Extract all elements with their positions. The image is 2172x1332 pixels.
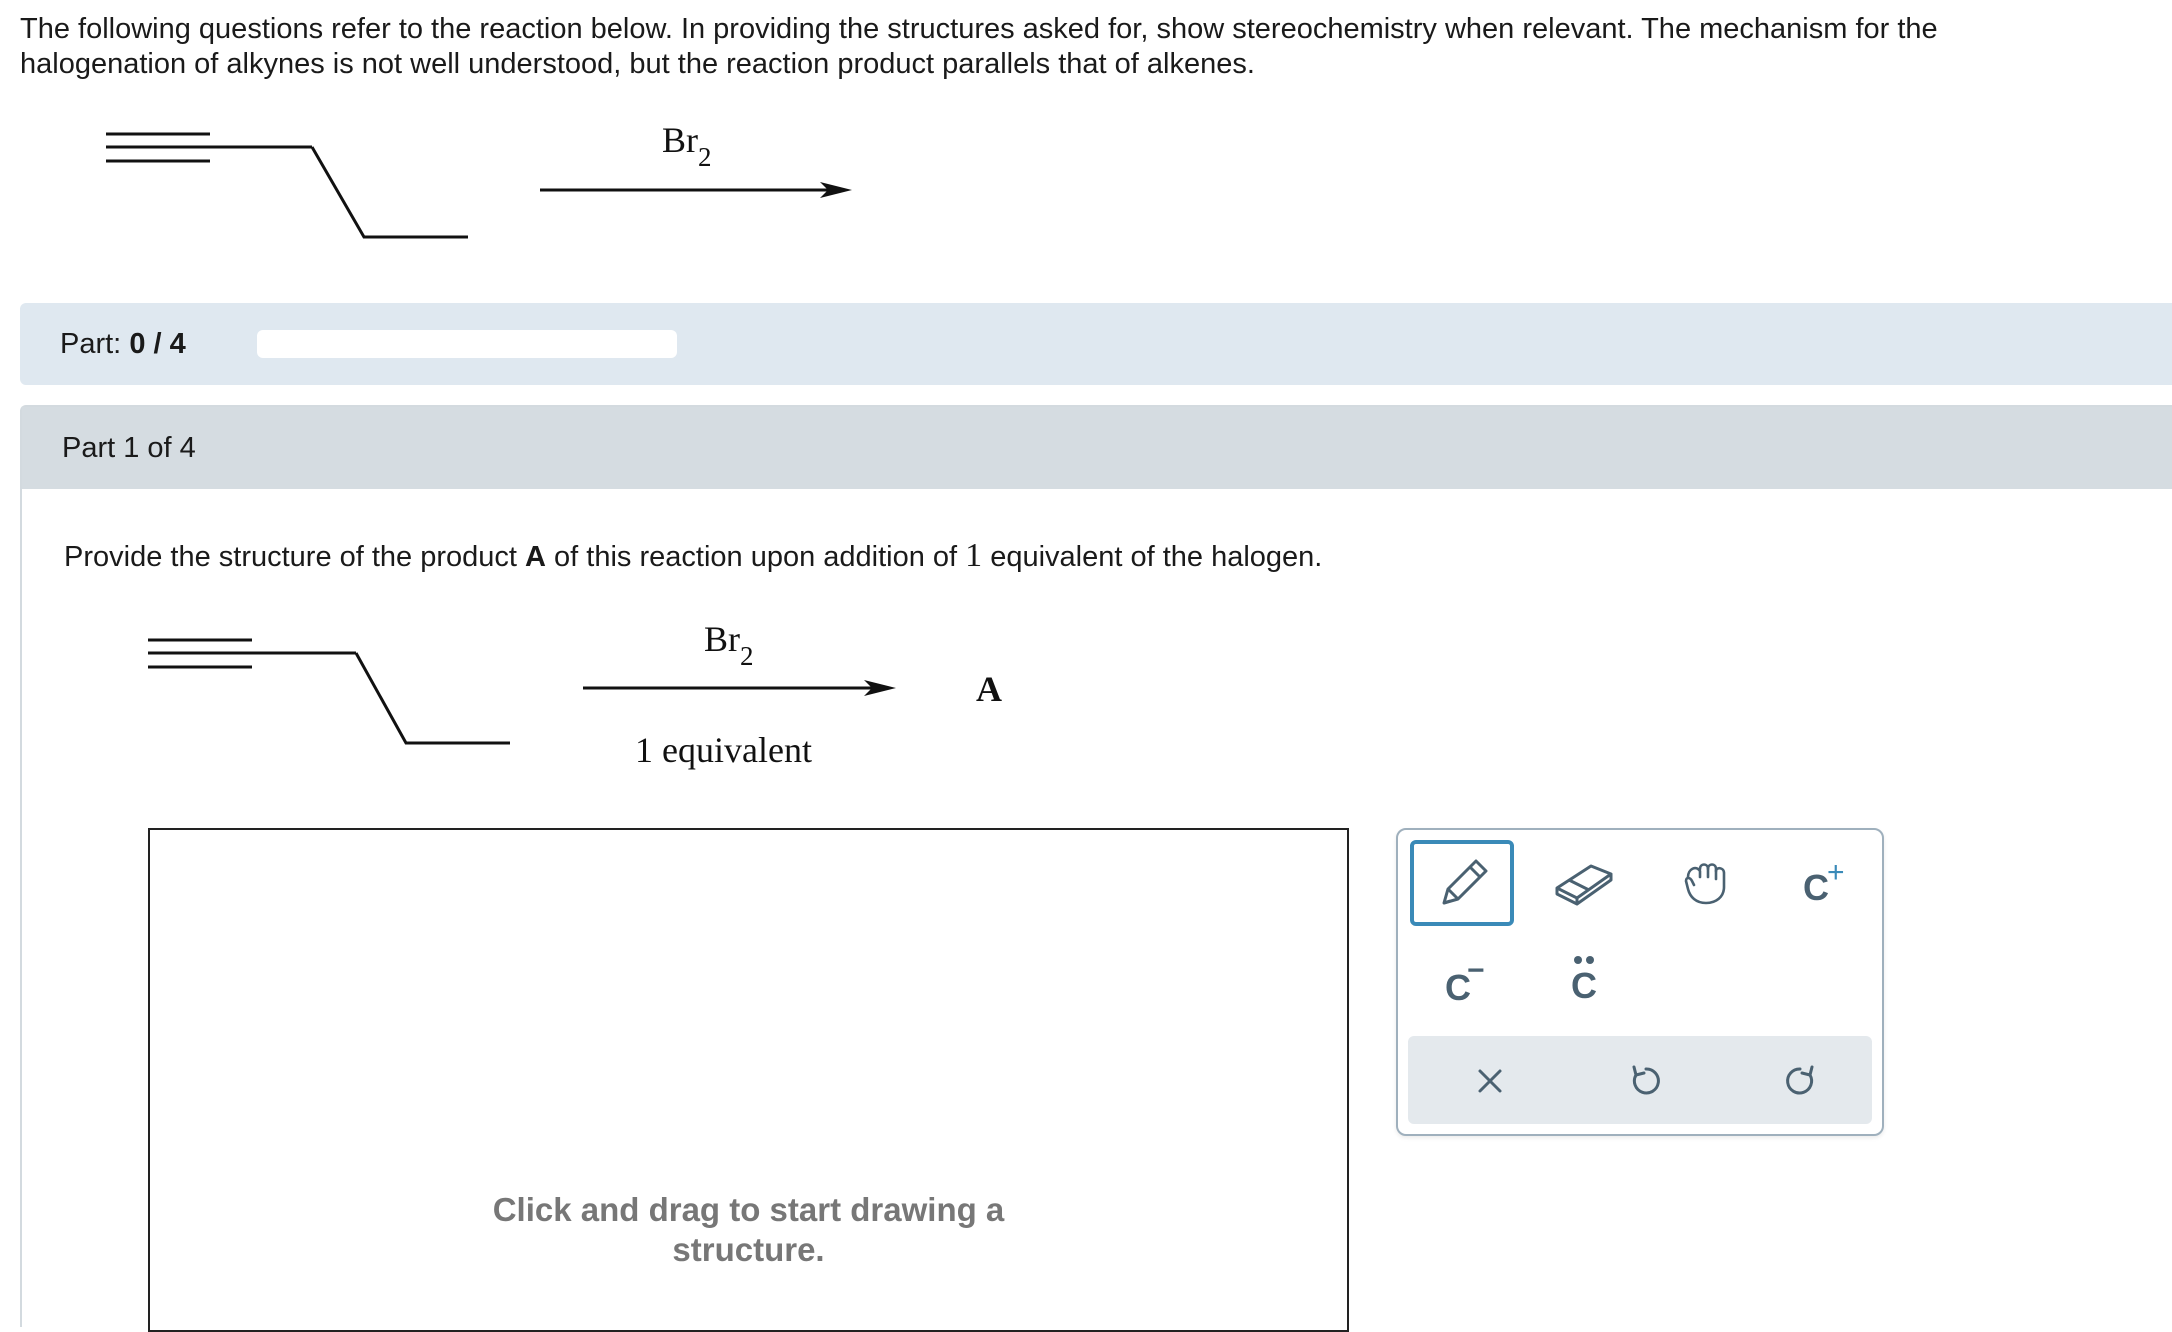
product-label-inline: A bbox=[525, 541, 546, 573]
lone-pair-tool-button[interactable] bbox=[1532, 936, 1636, 1022]
redo-icon bbox=[1780, 1061, 1820, 1101]
svg-text:−: − bbox=[1467, 954, 1485, 987]
hand-icon bbox=[1678, 855, 1734, 911]
undo-button[interactable] bbox=[1594, 1038, 1698, 1124]
redo-button[interactable] bbox=[1748, 1038, 1852, 1124]
part-header-label: Part 1 of 4 bbox=[62, 432, 196, 464]
clear-button[interactable] bbox=[1438, 1038, 1542, 1124]
carbocation-icon bbox=[1789, 848, 1859, 918]
intro-line-1: The following questions refer to the reaction below. In providing the structures asked for, show stereochemistry when relevant. The mechanism for the bbox=[20, 13, 1938, 45]
question-text: Provide the structure of the product A of this reaction upon addition of 1 equivalent of the halogen. bbox=[64, 537, 1323, 574]
eraser-tool-button[interactable] bbox=[1532, 840, 1636, 926]
equivalent-number: 1 bbox=[965, 537, 983, 574]
reaction-arrow-part bbox=[583, 680, 896, 696]
svg-text:C: C bbox=[1445, 967, 1471, 1008]
reagent-label-part: $Br_2$ bbox=[704, 619, 754, 671]
eraser-icon bbox=[1551, 856, 1617, 910]
part-progress-value: 0 / 4 bbox=[129, 328, 186, 360]
clear-icon bbox=[1472, 1063, 1508, 1099]
product-label: A bbox=[976, 669, 1002, 709]
pencil-tool-button[interactable] bbox=[1410, 840, 1514, 926]
toolbar-footer bbox=[1408, 1036, 1872, 1124]
svg-text:C: C bbox=[1803, 867, 1829, 908]
pencil-icon bbox=[1430, 851, 1494, 915]
carbanion-tool-button[interactable] bbox=[1410, 936, 1514, 1022]
intro-line-2: halogenation of alkynes is not well understood, but the reaction product parallels that of alkenes. bbox=[20, 48, 1255, 80]
carbanion-icon bbox=[1427, 944, 1497, 1014]
svg-text:C: C bbox=[1571, 965, 1597, 1006]
lone-pair-icon bbox=[1549, 944, 1619, 1014]
hand-tool-button[interactable] bbox=[1654, 840, 1758, 926]
drawing-toolbar bbox=[1396, 828, 1884, 1136]
alkyne-structure-part bbox=[148, 640, 510, 743]
part-progress-label: Part: 0 / 4 bbox=[60, 328, 186, 360]
drawing-canvas[interactable] bbox=[148, 828, 1349, 1332]
carbocation-tool-button[interactable] bbox=[1772, 840, 1876, 926]
undo-icon bbox=[1626, 1061, 1666, 1101]
svg-text:+: + bbox=[1827, 856, 1845, 889]
reagent-label: $Br_2$ bbox=[662, 120, 712, 172]
condition-label: 1 equivalent bbox=[635, 730, 812, 770]
canvas-hint: Click and drag to start drawing a structure. bbox=[492, 1191, 1005, 1268]
